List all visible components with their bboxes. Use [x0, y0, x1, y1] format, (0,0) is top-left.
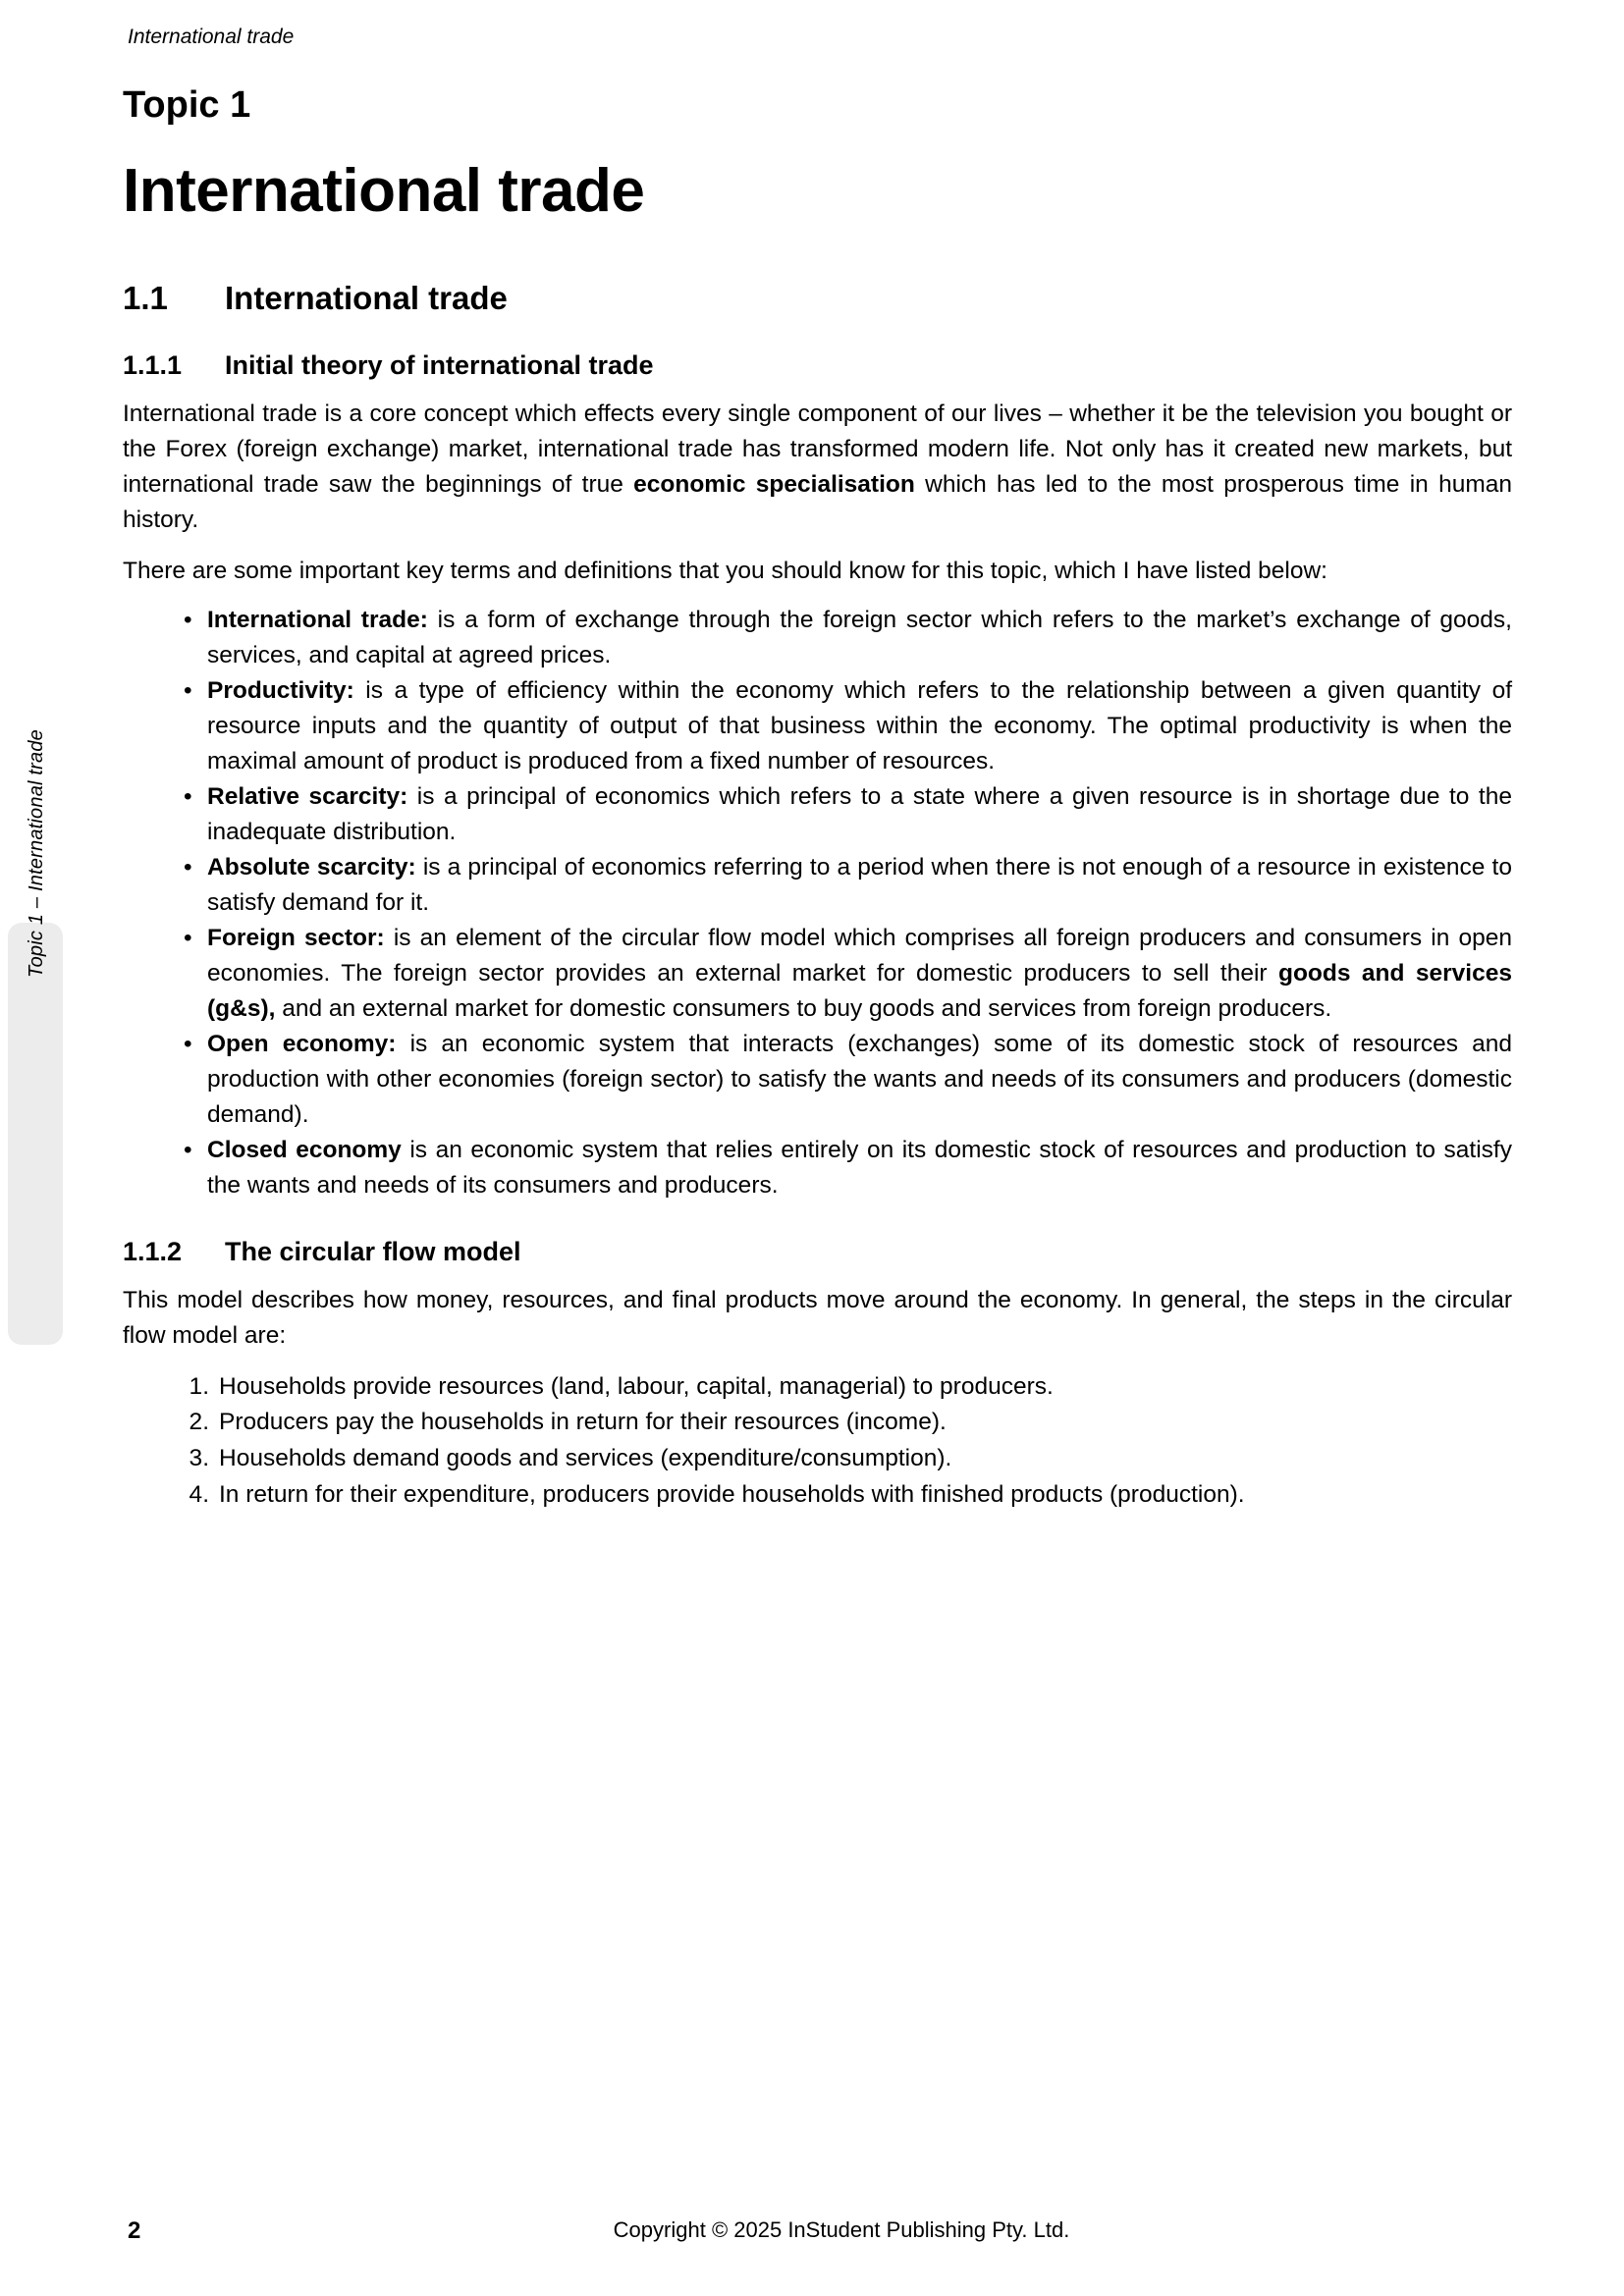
- circular-flow-steps-list: [123, 1369, 1512, 1514]
- list-item: Producers pay the households in return for their resources (income).: [219, 1409, 947, 1436]
- list-item: [178, 850, 1512, 921]
- copyright-notice: Copyright © 2025 InStudent Publishing Pty. Ltd.: [613, 2217, 1070, 2242]
- list-item: [178, 673, 1512, 779]
- list-item: [178, 1133, 1512, 1203]
- list-item: Households demand goods and services (expenditure/consumption).: [219, 1445, 952, 1472]
- term-definition: is a form of exchange through the foreign sector which refers to the market’s exchange of goods, services, and capital at agreed prices.: [207, 606, 1512, 668]
- side-tab-label: Topic 1 – International trade: [25, 728, 47, 978]
- topic-label: Topic 1: [123, 84, 251, 126]
- section-title-1-1-2: The circular flow model: [225, 1236, 521, 1266]
- term-label: Open economy:: [207, 1030, 397, 1057]
- list-item: In return for their expenditure, producers provide households with finished products (production).: [219, 1480, 1245, 1508]
- section-heading-1-1: [123, 280, 1512, 317]
- intro-paragraph-part-b: which has led to the most prosperous time in human history.: [123, 470, 1512, 533]
- section-number-1-1-2: 1.1.2: [123, 1236, 183, 1266]
- term-definition: is a type of efficiency within the economy which refers to the relationship between a given quantity of resource inputs and the quantity of output of that business within the economy. The optimal productivity is when the maximal amount of product is produced from a fixed number of resources.: [207, 676, 1512, 774]
- section-number-1-1: 1.1: [123, 279, 168, 316]
- term-label: Closed economy: [207, 1136, 402, 1163]
- side-tab-background: [8, 923, 63, 1345]
- list-item: [178, 1027, 1512, 1133]
- section-heading-1-1-2: [123, 1237, 1512, 1267]
- list-item: Households provide resources (land, labour, capital, managerial) to producers.: [219, 1372, 1054, 1400]
- side-tab-label-wrapper: [8, 556, 63, 978]
- term-definition: is an element of the circular flow model which comprises all foreign producers and consumers in open economies. The foreign sector provides an external market for domestic producers to sell their: [207, 924, 1512, 987]
- running-header: International trade: [128, 26, 295, 48]
- key-terms-lead-in: There are some important key terms and definitions that you should know for this topic, which I have listed below:: [123, 557, 1327, 584]
- term-label: International trade:: [207, 606, 428, 633]
- term-label: Absolute scarcity:: [207, 853, 416, 881]
- key-terms-list: [123, 603, 1512, 1203]
- intro-paragraph-bold: economic specialisation: [633, 470, 915, 498]
- term-definition: is an economic system that interacts (exchanges) some of its domestic stock of resources and production with other economies (foreign sector) to satisfy the wants and needs of its consumers and producers (domestic demand).: [207, 1030, 1513, 1128]
- intro-paragraph: [123, 397, 1512, 538]
- term-label: Relative scarcity:: [207, 782, 408, 810]
- list-item: [178, 603, 1512, 673]
- section-heading-1-1-1: [123, 350, 1512, 381]
- list-item: [178, 779, 1512, 850]
- term-definition: is an economic system that relies entirely on its domestic stock of resources and production to satisfy the wants and needs of its consumers and producers.: [207, 1136, 1512, 1199]
- page-content: [123, 82, 1512, 1514]
- circular-flow-lead-in: This model describes how money, resources, and final products move around the economy. In general, the steps in the circular flow model are:: [123, 1286, 1512, 1349]
- page-title: International trade: [123, 156, 645, 225]
- term-definition: is a principal of economics referring to a period when there is not enough of a resource in existence to satisfy demand for it.: [207, 853, 1512, 916]
- section-title-1-1-1: Initial theory of international trade: [225, 349, 654, 380]
- list-item: [178, 921, 1512, 1027]
- section-number-1-1-1: 1.1.1: [123, 349, 183, 380]
- section-title-1-1: International trade: [225, 279, 508, 316]
- term-definition-bold: goods and services (g&s),: [207, 959, 1512, 1022]
- term-definition: is a principal of economics which refers to a state where a given resource is in shortage due to the inadequate distribution.: [207, 782, 1512, 845]
- term-label: Foreign sector:: [207, 924, 385, 951]
- intro-paragraph-part-a: International trade is a core concept which effects every single component of our lives – whether it be the television you bought or the Forex (foreign exchange) market, international trade has transformed modern life. Not only has it created new markets, but international trade saw the beginnings of true: [123, 400, 1512, 498]
- term-label: Productivity:: [207, 676, 354, 704]
- page-number: 2: [128, 2217, 141, 2244]
- term-definition-cont: and an external market for domestic consumers to buy goods and services from foreign producers.: [275, 994, 1332, 1022]
